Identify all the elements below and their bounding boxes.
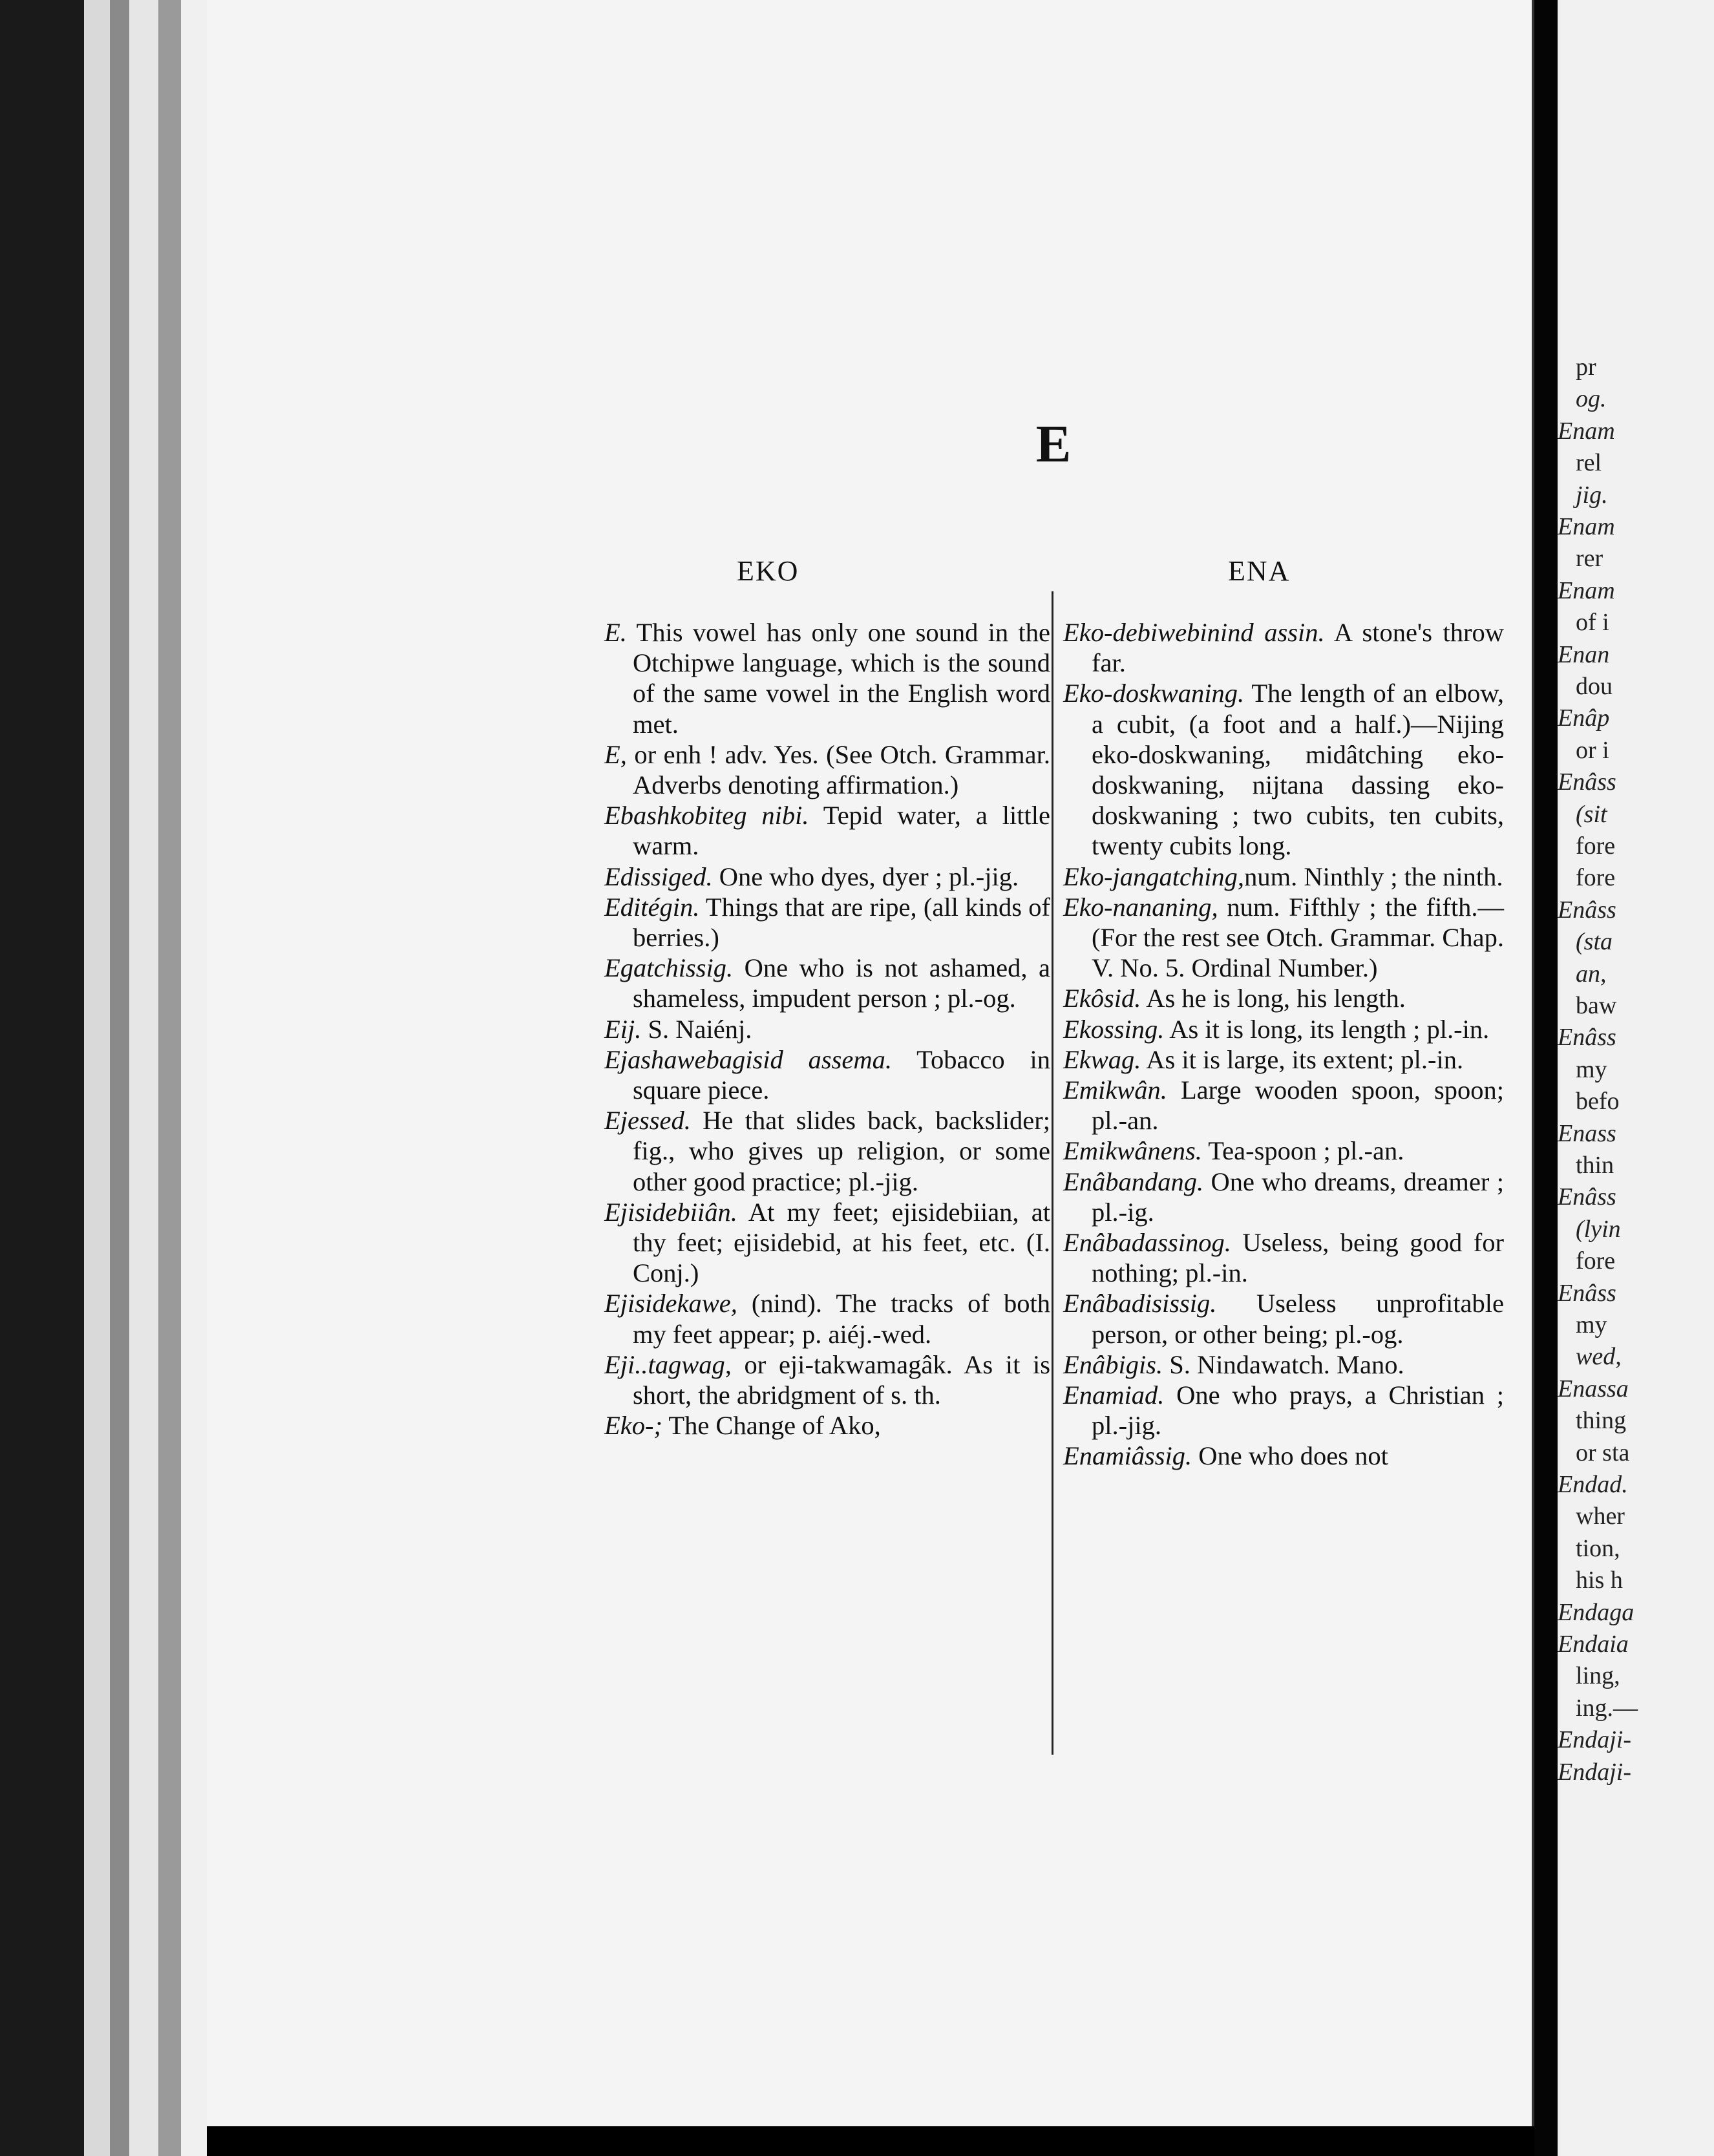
dictionary-entry — [604, 739, 1050, 800]
entry-headword: Edissiged. — [604, 861, 713, 891]
dictionary-entry — [604, 1105, 1050, 1197]
next-page-edge — [1558, 0, 1714, 2156]
next-page-fragment: ling, — [1576, 1662, 1620, 1690]
entry-definition: num. Fifthly ; the fifth.—(For the rest see Otch. Grammar. Chap. V. No. 5. Ordinal Number.) — [1092, 892, 1504, 983]
running-head-right: ENA — [1228, 555, 1291, 587]
entry-headword: Ejashawebagisid assema. — [604, 1044, 892, 1074]
dictionary-entry — [1063, 1044, 1504, 1075]
entry-definition: A stone's throw far. — [1092, 618, 1505, 678]
entry-headword: Enâbadisissig. — [1063, 1289, 1217, 1318]
section-letter: E — [1035, 414, 1072, 473]
next-page-fragment: jig. — [1576, 481, 1608, 509]
dictionary-entry — [604, 1410, 1050, 1441]
entry-definition: S. Nindawatch. Mano. — [1163, 1349, 1404, 1379]
dictionary-entry — [1063, 861, 1504, 892]
entry-definition: He that slides back, backslider; fig., who gives up religion, or some other good practice; pl.-jig. — [633, 1106, 1050, 1196]
next-page-fragment: thin — [1576, 1152, 1614, 1179]
running-head-left: EKO — [737, 555, 799, 587]
next-page-fragment: Enâss — [1558, 896, 1616, 924]
dictionary-entry — [1063, 892, 1504, 984]
entry-definition: One who dyes, dyer ; pl.-jig. — [712, 861, 1019, 891]
entry-definition: S. Naiénj. — [641, 1014, 752, 1044]
entry-definition: At my feet; ejisidebiian, at thy feet; ejisidebid, at his feet, etc. (I. Conj.) — [633, 1197, 1050, 1288]
next-page-fragment: Enâss — [1558, 1183, 1616, 1211]
left-column — [604, 617, 1050, 1441]
next-page-fragment: fore — [1576, 864, 1616, 892]
entry-definition: Tea-spoon ; pl.-an. — [1201, 1136, 1404, 1166]
next-page-fragment: Enass — [1558, 1119, 1616, 1147]
next-page-fragment: or sta — [1576, 1439, 1630, 1466]
book-edge-dark — [0, 0, 84, 2156]
entry-headword: Egatchissig. — [604, 953, 734, 983]
entry-definition: One who dreams, dreamer ; pl.-ig. — [1092, 1167, 1504, 1227]
entry-headword: Enamiad. — [1063, 1380, 1165, 1410]
entry-headword: Ejisidekawe, — [604, 1289, 737, 1318]
next-page-fragment: Endaji- — [1558, 1726, 1631, 1754]
dictionary-entry — [604, 617, 1050, 739]
entry-definition: Useless, being good for nothing; pl.-in. — [1092, 1228, 1504, 1288]
next-page-fragment: or i — [1576, 736, 1609, 764]
dictionary-entry — [1063, 1441, 1504, 1471]
entry-headword: Eko-; — [604, 1411, 662, 1441]
next-page-fragment: rer — [1576, 545, 1603, 573]
next-page-fragment: Enâp — [1558, 704, 1610, 732]
next-page-fragment: tion, — [1576, 1534, 1620, 1562]
entry-headword: Eko-doskwaning. — [1063, 679, 1245, 708]
next-page-fragment: baw — [1576, 992, 1617, 1019]
right-column — [1063, 617, 1504, 1472]
entry-headword: Enâbigis. — [1063, 1349, 1163, 1379]
next-page-fragment: og. — [1576, 385, 1607, 413]
entry-definition: One who is not ashamed, a shameless, impudent person ; pl.-og. — [633, 953, 1050, 1013]
dictionary-entry — [604, 800, 1050, 861]
next-page-fragment: Endaia — [1558, 1631, 1629, 1658]
next-page-fragment: Endad. — [1558, 1471, 1628, 1498]
next-page-fragment: Enassa — [1558, 1375, 1629, 1402]
next-page-fragment: fore — [1576, 1247, 1616, 1275]
next-page-fragment: Enâss — [1558, 1279, 1616, 1307]
next-page-fragment: rel — [1576, 449, 1602, 477]
entry-headword: Ekossing. — [1063, 1014, 1165, 1044]
entry-definition: Useless unprofitable person, or other being; pl.-og. — [1092, 1289, 1504, 1349]
dictionary-entry — [1063, 1136, 1504, 1166]
entry-definition: This vowel has only one sound in the Otchipwe language, which is the sound of the same vowel in the English word met. — [626, 618, 1050, 739]
book-edge-page-strip — [181, 0, 207, 2156]
dictionary-entry — [1063, 1380, 1504, 1441]
next-page-fragment: Endaga — [1558, 1598, 1635, 1626]
entry-headword: E, — [604, 739, 627, 769]
entry-headword: Eij. — [604, 1014, 642, 1044]
entry-definition: or enh ! adv. Yes. (See Otch. Grammar. Adverbs denoting affirmation.) — [626, 739, 1050, 800]
entry-definition: As it is large, its extent; pl.-in. — [1141, 1044, 1464, 1074]
dictionary-entry — [604, 953, 1050, 1013]
next-page-fragment: wed, — [1576, 1343, 1622, 1371]
next-page-fragment: ing.— — [1576, 1694, 1638, 1722]
book-edge-page-strip — [110, 0, 129, 2156]
next-page-fragment: thing — [1576, 1407, 1627, 1435]
entry-definition: Things that are ripe, (all kinds of berries.) — [633, 892, 1050, 953]
entry-definition: As he is long, his length. — [1141, 984, 1406, 1013]
entry-definition: As it is long, its length ; pl.-in. — [1164, 1014, 1490, 1044]
entry-headword: Eko-jangatching, — [1063, 861, 1245, 891]
entry-headword: Editégin. — [604, 892, 700, 922]
next-page-fragment: an, — [1576, 960, 1607, 988]
entry-headword: Ekwag. — [1063, 1044, 1141, 1074]
dictionary-entry — [604, 1349, 1050, 1410]
next-page-fragment: fore — [1576, 832, 1616, 860]
entry-definition: One who prays, a Christian ; pl.-jig. — [1092, 1380, 1504, 1441]
next-page-fragment: wher — [1576, 1503, 1625, 1530]
dictionary-entry — [1063, 1288, 1504, 1349]
next-page-fragment: my — [1576, 1055, 1607, 1083]
dictionary-entry — [1063, 1227, 1504, 1288]
dictionary-entry — [1063, 678, 1504, 861]
dictionary-entry — [604, 1197, 1050, 1289]
next-page-fragment: Enam — [1558, 417, 1615, 445]
next-page-fragment: my — [1576, 1311, 1607, 1338]
entry-headword: Ebashkobiteg nibi. — [604, 801, 809, 830]
next-page-fragment: Enam — [1558, 576, 1615, 604]
entry-definition: Tepid water, a little warm. — [633, 801, 1050, 861]
entry-headword: Eko-nananing, — [1063, 892, 1218, 922]
entry-headword: Emikwân. — [1063, 1075, 1167, 1105]
next-page-fragment: (sta — [1576, 928, 1613, 956]
dictionary-entry — [604, 861, 1050, 892]
entry-definition: (nind). The tracks of both my feet appear; p. aiéj.-wed. — [633, 1289, 1050, 1349]
next-page-fragment: (sit — [1576, 800, 1607, 828]
book-edge-page-strip — [129, 0, 158, 2156]
entry-headword: Ekôsid. — [1063, 984, 1141, 1013]
dictionary-entry — [1063, 1014, 1504, 1044]
next-page-fragment: of i — [1576, 609, 1609, 637]
entry-headword: E. — [604, 618, 627, 647]
next-page-fragment: pr — [1576, 354, 1596, 381]
entry-headword: Emikwânens. — [1063, 1136, 1202, 1166]
next-page-fragment: his h — [1576, 1567, 1623, 1594]
entry-definition: or eji-takwamagâk. As it is short, the abridgment of s. th. — [633, 1349, 1050, 1410]
dictionary-entry — [604, 1288, 1050, 1349]
entry-headword: Enamiâssig. — [1063, 1441, 1192, 1471]
next-page-fragment: Endaji- — [1558, 1758, 1631, 1786]
next-page-fragment: Enam — [1558, 513, 1615, 540]
column-divider — [1052, 591, 1053, 1755]
dictionary-entry — [1063, 1349, 1504, 1380]
next-page-fragment: Enan — [1558, 640, 1610, 668]
entry-headword: Eko-debiwebinind assin. — [1063, 618, 1325, 647]
entry-definition: num. Ninthly ; the ninth. — [1244, 861, 1503, 891]
entry-headword: Ejessed. — [604, 1106, 691, 1136]
next-page-fragment: dou — [1576, 673, 1613, 700]
entry-definition: One who does not — [1192, 1441, 1388, 1471]
dictionary-entry — [604, 1044, 1050, 1105]
book-gutter — [1534, 0, 1558, 2156]
book-edge-page-strip — [84, 0, 110, 2156]
dictionary-entry — [1063, 983, 1504, 1013]
entry-definition: Large wooden spoon, spoon; pl.-an. — [1092, 1075, 1504, 1136]
dictionary-entry — [1063, 1167, 1504, 1227]
dictionary-entry — [604, 1014, 1050, 1044]
next-page-fragment: befo — [1576, 1088, 1620, 1115]
entry-headword: Ejisidebiiân. — [604, 1197, 737, 1227]
next-page-fragment: Enâss — [1558, 1024, 1616, 1052]
book-edge-page-strip — [158, 0, 181, 2156]
entry-headword: Eji..tagwag, — [604, 1349, 732, 1379]
next-page-fragment: Enâss — [1558, 768, 1616, 796]
entry-definition: The length of an elbow, a cubit, (a foot and a half.)—Nijing eko-doskwaning, midâtching eko-doskwaning, nijtana dassing eko-doskwaning ; two cubits, ten cubits, twenty cubits long. — [1092, 679, 1504, 861]
dictionary-entry — [1063, 617, 1504, 678]
entry-definition: The Change of Ako, — [662, 1411, 881, 1441]
dictionary-entry — [604, 892, 1050, 953]
entry-headword: Enâbandang. — [1063, 1167, 1204, 1196]
next-page-fragment: (lyin — [1576, 1215, 1621, 1243]
entry-definition: Tobacco in square piece. — [633, 1044, 1050, 1105]
dictionary-entry — [1063, 1075, 1504, 1136]
entry-headword: Enâbadassinog. — [1063, 1228, 1231, 1258]
